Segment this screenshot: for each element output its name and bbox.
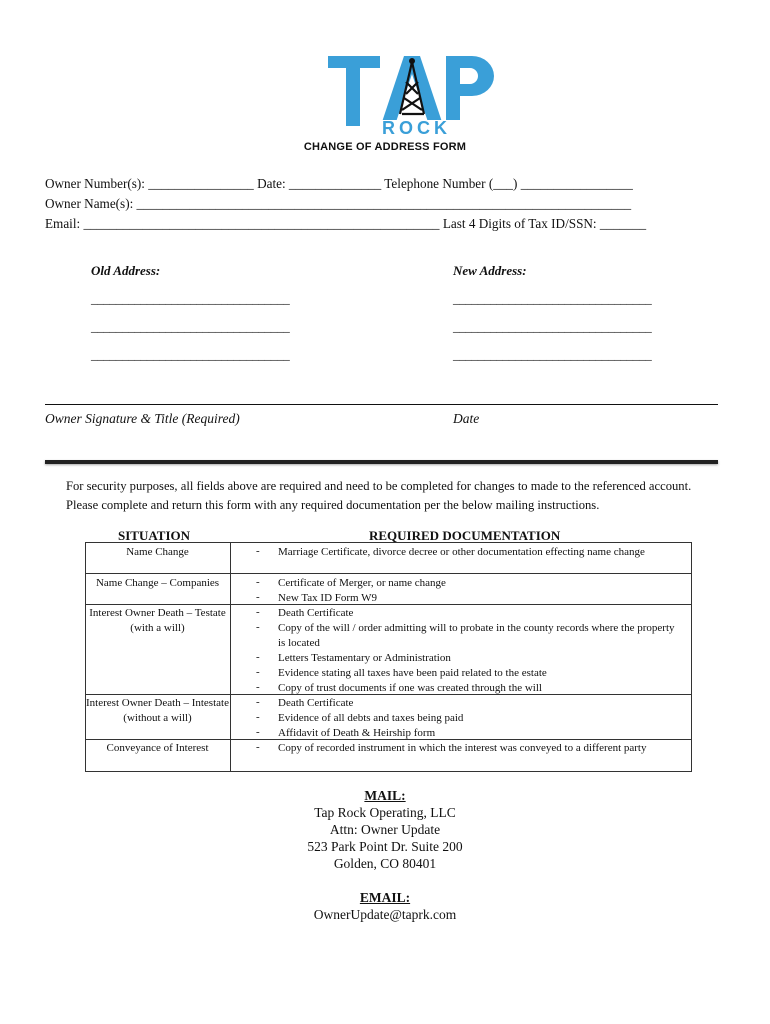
old-address-label: Old Address:: [91, 263, 161, 278]
date-label: Date: [453, 411, 480, 426]
situation-cell: Name Change – Companies: [95, 577, 220, 589]
documentation-item: Death Certificate: [278, 697, 354, 709]
situation-cell: Interest Owner Death – Intestate (without a will): [86, 697, 229, 724]
new-address-label: New Address:: [453, 263, 527, 278]
table-row-divider: [85, 573, 691, 574]
mail-company: Tap Rock Operating, LLC: [314, 805, 456, 820]
owner-number-date-phone-line[interactable]: Owner Number(s): ________________ Date: ______________ Telephone Number (___) _________________: [45, 176, 633, 191]
mail-heading: MAIL:: [364, 788, 406, 803]
logo-wordmark-rock: ROCK: [382, 118, 451, 138]
email-address[interactable]: OwnerUpdate@taprk.com: [313, 907, 457, 922]
bullet-dash: -: [256, 545, 260, 557]
bullet-dash: -: [256, 606, 260, 618]
signature-line[interactable]: [45, 404, 718, 405]
documentation-item: Marriage Certificate, divorce decree or other documentation effecting name change: [278, 546, 645, 558]
bullet-dash: -: [256, 711, 260, 723]
email-tax-id-line[interactable]: Email: ______________________________________________________ Last 4 Digits of Tax ID/SSN: _______: [45, 216, 647, 231]
section-divider: [45, 460, 718, 464]
table-column-divider: [230, 542, 231, 771]
old-address-line-3[interactable]: ________________________________: [91, 347, 290, 362]
situation-cell: Interest Owner Death – Testate (with a will): [89, 607, 226, 634]
mail-city: Golden, CO 80401: [333, 856, 437, 871]
documentation-item: Evidence stating all taxes have been paid related to the estate: [278, 667, 547, 679]
documentation-item: Death Certificate: [278, 607, 354, 619]
owner-names-line[interactable]: Owner Name(s): ___________________________________________________________________________: [45, 196, 632, 211]
situation-cell: Name Change: [126, 546, 189, 558]
mail-attn: Attn: Owner Update: [329, 822, 441, 837]
documentation-item: Copy of trust documents if one was created through the will: [278, 682, 542, 694]
bullet-dash: -: [256, 681, 260, 693]
documentation-item: New Tax ID Form W9: [278, 592, 378, 604]
old-address-line-1[interactable]: ________________________________: [91, 291, 290, 306]
bullet-dash: -: [256, 726, 260, 738]
documentation-item: Copy of recorded instrument in which the interest was conveyed to a different party: [278, 742, 647, 754]
bullet-dash: -: [256, 666, 260, 678]
bullet-dash: -: [256, 651, 260, 663]
bullet-dash: -: [256, 696, 260, 708]
new-address-line-1[interactable]: ________________________________: [453, 291, 652, 306]
documentation-item: Letters Testamentary or Administration: [278, 652, 451, 664]
security-notice: For security purposes, all fields above are required and need to be completed for changes to made to the referenced account. Please complete and return this form with any required documentation per the below mailing instructions.: [66, 479, 692, 512]
documentation-column-header: REQUIRED DOCUMENTATION: [369, 528, 561, 543]
documentation-item: Copy of the will / order admitting will to probate in the county records where the property is located: [278, 622, 675, 649]
bullet-dash: -: [256, 621, 260, 633]
new-address-line-2[interactable]: ________________________________: [453, 319, 652, 334]
old-address-line-2[interactable]: ________________________________: [91, 319, 290, 334]
company-logo: [326, 52, 494, 138]
documentation-item: Evidence of all debts and taxes being paid: [278, 712, 464, 724]
email-heading: EMAIL:: [359, 890, 411, 905]
new-address-line-3[interactable]: ________________________________: [453, 347, 652, 362]
bullet-dash: -: [256, 741, 260, 753]
form-title: CHANGE OF ADDRESS FORM: [303, 141, 467, 153]
situation-column-header: SITUATION: [118, 528, 191, 543]
bullet-dash: -: [256, 591, 260, 603]
signature-label: Owner Signature & Title (Required): [45, 411, 240, 426]
documentation-item: Affidavit of Death & Heirship form: [278, 727, 436, 739]
bullet-dash: -: [256, 576, 260, 588]
mail-street: 523 Park Point Dr. Suite 200: [307, 839, 463, 854]
situation-cell: Conveyance of Interest: [106, 742, 209, 754]
documentation-item: Certificate of Merger, or name change: [278, 577, 446, 589]
